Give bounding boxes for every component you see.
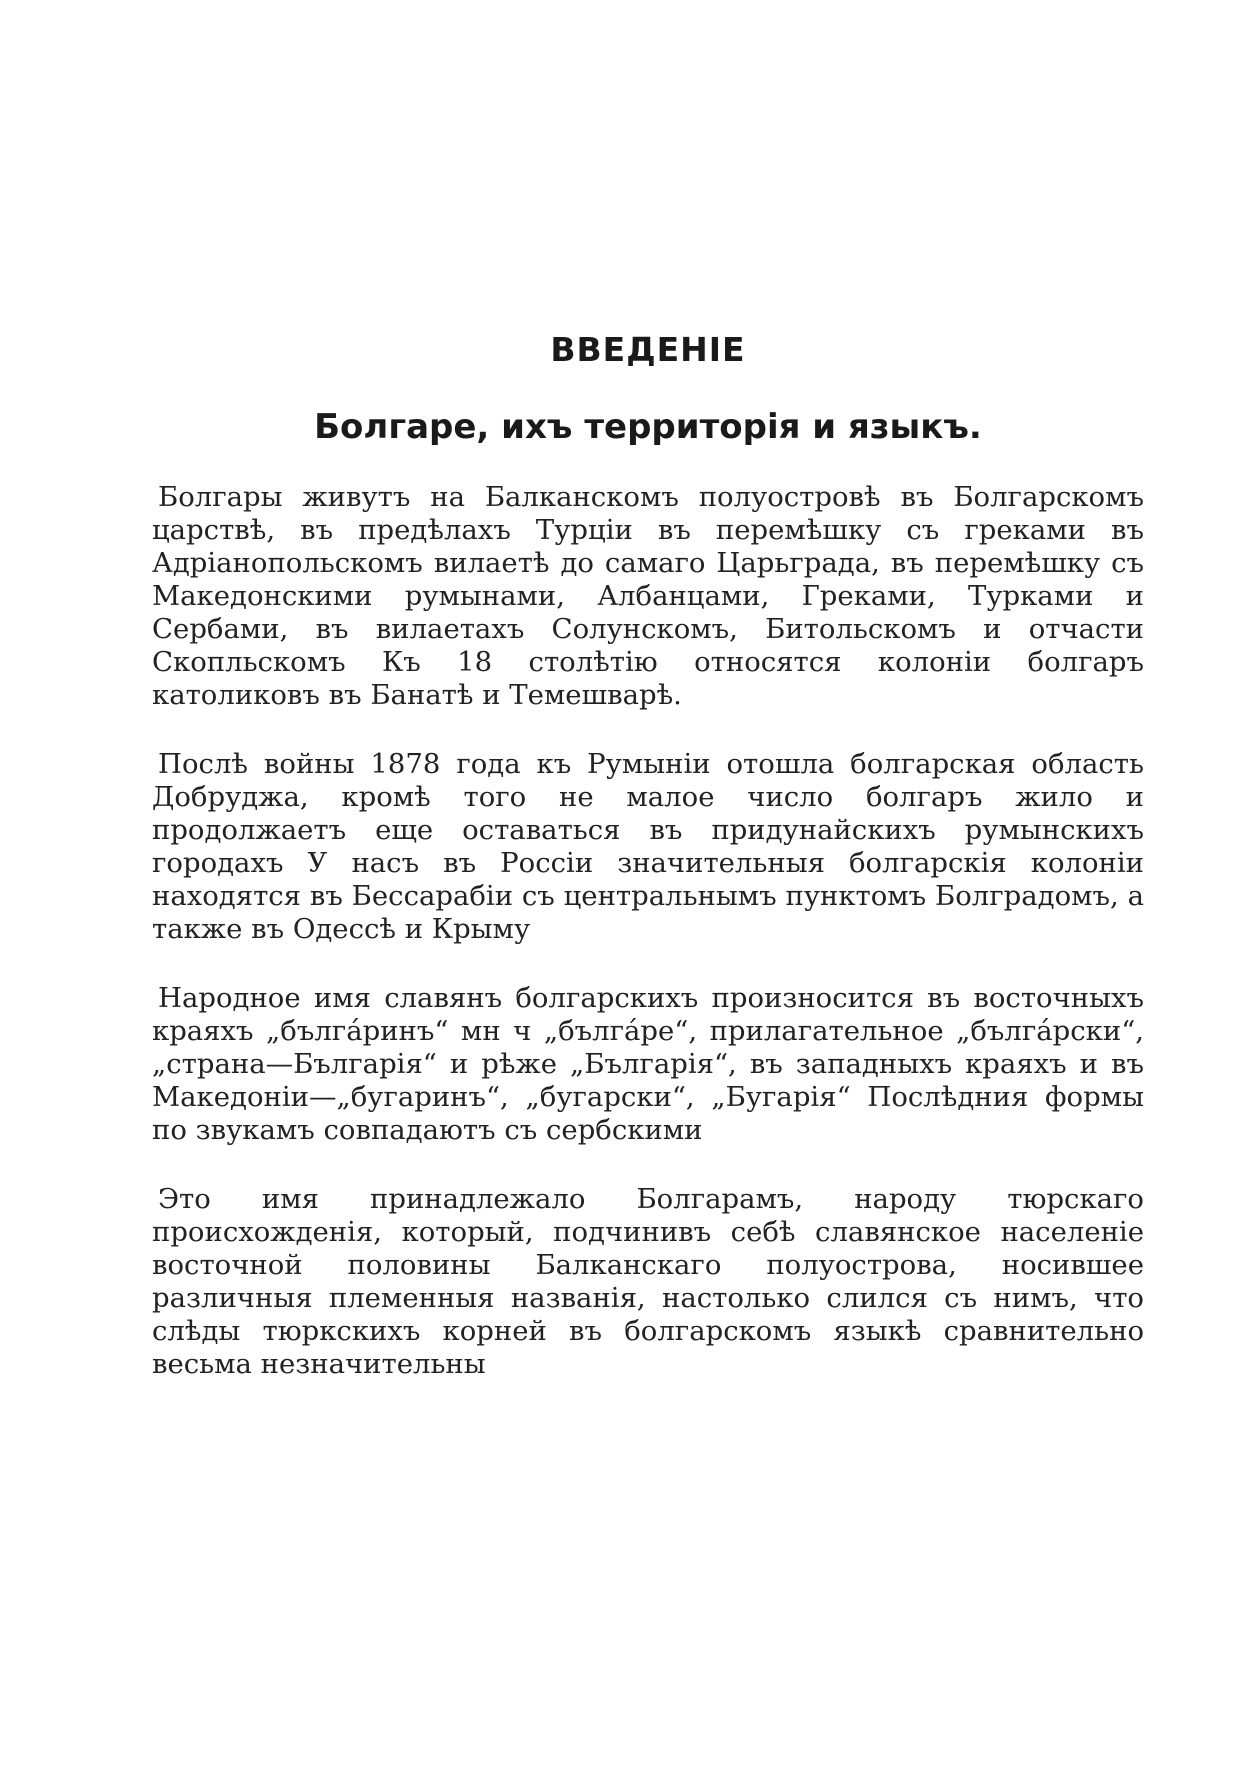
paragraph: Это имя принадлежало Болгарамъ, народу тюрскаго происхожденія, который, подчинивъ себѣ славянское населеніе восточной половины Балканскаго полуострова, носившее различныя племенныя названія, настолько слился съ нимъ, что слѣды тюркскихъ корней въ болгарскомъ языкѣ сравнительно весьма незначительны	[152, 1183, 1144, 1380]
paragraph: Народное имя славянъ болгарскихъ произносится въ восточныхъ краяхъ „бълга́ринъ“ мн ч „бълга́ре“, прилагательное „бълга́рски“, „страна—Българія“ и рѣже „Българія“, въ западныхъ краяхъ и въ Македоніи—„бугаринъ“, „бугарски“, „Бугарія“ Послѣдния формы по звукамъ совпадаютъ съ сербскими	[152, 982, 1144, 1146]
chapter-heading: ВВЕДЕНІЕ	[550, 330, 746, 369]
section-subheading: Болгаре, ихъ территорія и языкъ.	[314, 407, 982, 447]
paragraph: Послѣ войны 1878 года къ Румыніи отошла болгарская область Добруджа, кромѣ того не малое число болгаръ жило и продолжаетъ еще оставаться въ придунайскихъ румынскихъ городахъ У насъ въ Россіи значительныя болгарскія колоніи находятся въ Бессарабіи съ центральнымъ пунктомъ Болградомъ, а также въ Одессѣ и Крыму	[152, 748, 1144, 945]
paragraph: Болгары живутъ на Балканскомъ полуостровѣ въ Болгарскомъ царствѣ, въ предѣлахъ Турціи въ перемѣшку съ греками въ Адріанопольскомъ вилаетѣ до самаго Царьграда, въ перемѣшку съ Македонскими румынами, Албанцами, Греками, Турками и Сербами, въ вилаетахъ Солунскомъ, Битольскомъ и отчасти Скопльскомъ Къ 18 столѣтію относятся колоніи болгаръ католиковъ въ Банатѣ и Темешварѣ.	[152, 481, 1144, 711]
page-body	[152, 330, 1144, 1381]
